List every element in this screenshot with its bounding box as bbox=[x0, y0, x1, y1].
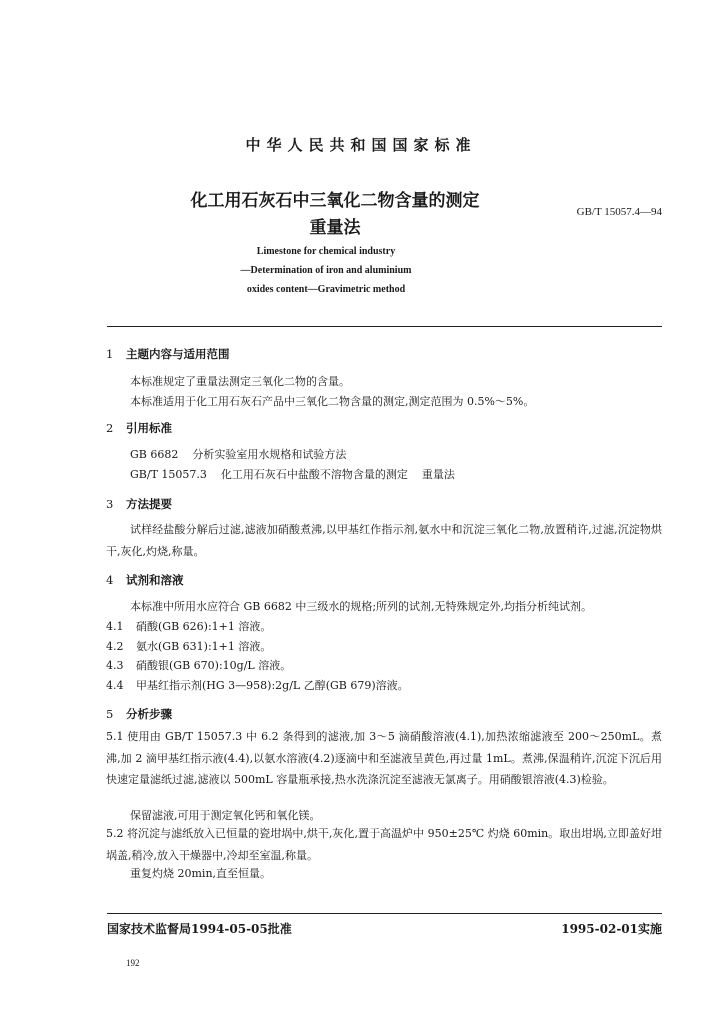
english-title-line1: Limestone for chemical industry bbox=[256, 246, 396, 257]
section-number: 5 bbox=[106, 707, 114, 721]
section-3-text: 试样经盐酸分解后过滤,滤液加硝酸煮沸,以甲基红作指示剂,氨水中和沉淀三氧化二物,放置稍许,过滤,沉淀物烘干,灰化,灼烧,称量。 bbox=[106, 523, 662, 558]
english-title-line2: —Determination of iron and aluminium bbox=[240, 265, 412, 276]
item-number: 4.4 bbox=[106, 679, 124, 692]
effective-date: 1995-02-01实施 bbox=[561, 922, 662, 936]
section-number: 2 bbox=[106, 421, 114, 435]
section-5-heading bbox=[106, 706, 172, 722]
item-number: 4.2 bbox=[106, 640, 124, 653]
reagent-item bbox=[106, 639, 271, 654]
reference-2: GB/T 15057.3 化工用石灰石中盐酸不溶物含量的测定 重量法 bbox=[130, 468, 455, 481]
section-title: 试剂和溶液 bbox=[126, 573, 184, 587]
section-1-heading bbox=[106, 346, 230, 362]
item-number: 4.1 bbox=[106, 620, 124, 633]
step-5-1-note: 保留滤液,可用于测定氧化钙和氧化镁。 bbox=[130, 809, 321, 822]
section-4-intro: 本标准中所用水应符合 GB 6682 中三级水的规格;所列的试剂,无特殊规定外,均指分析纯试剂。 bbox=[130, 600, 593, 613]
page-number: 192 bbox=[126, 958, 140, 968]
step-5-1: 5.1 使用由 GB/T 15057.3 中 6.2 条得到的滤液,加 3～5 滴硝酸溶液(4.1),加热浓缩滤液至 200～250mL。煮沸,加 2 滴甲基红指示液(4.4),以氨水溶液(4.2)逐滴中和至滤液呈黄色,再过量 1mL。煮沸,保温稍许,沉淀下沉后用快速定量滤纸过滤,滤液以 500mL 容量瓶承接,热水洗涤沉淀至滤液无氯离子。用硝酸银溶液(4.3)检验。 bbox=[106, 730, 662, 786]
reagent-item bbox=[106, 619, 271, 634]
section-title: 主题内容与适用范围 bbox=[126, 347, 230, 361]
section-title: 分析步骤 bbox=[126, 707, 172, 721]
document-title-line2: 重量法 bbox=[309, 218, 361, 238]
item-text: 硝酸银(GB 670):10g/L 溶液。 bbox=[136, 659, 292, 672]
reference-1: GB 6682 分析实验室用水规格和试验方法 bbox=[130, 448, 347, 461]
section-number: 4 bbox=[106, 573, 114, 587]
section-title: 方法提要 bbox=[126, 497, 172, 511]
section-1-paragraph-1: 本标准规定了重量法测定三氧化二物的含量。 bbox=[130, 375, 350, 388]
section-1-paragraph-2: 本标准适用于化工用石灰石产品中三氧化二物含量的测定,测定范围为 0.5%～5%。 bbox=[130, 395, 535, 408]
approval-date: 国家技术监督局1994-05-05批准 bbox=[107, 922, 292, 936]
step-5-2: 5.2 将沉淀与滤纸放入已恒量的瓷坩埚中,烘干,灰化,置于高温炉中 950±25℃ 灼烧 60min。取出坩埚,立即盖好坩埚盖,稍冷,放入干燥器中,冷却至室温,称量。 bbox=[106, 827, 662, 862]
issuing-organization: 中华人民共和国国家标准 bbox=[245, 136, 477, 154]
step-5-2-note: 重复灼烧 20min,直至恒量。 bbox=[130, 867, 272, 880]
reagent-item bbox=[106, 658, 291, 673]
section-title: 引用标准 bbox=[126, 421, 172, 435]
section-4-heading bbox=[106, 572, 184, 588]
document-title-line1: 化工用石灰石中三氧化二物含量的测定 bbox=[190, 191, 480, 211]
item-text: 甲基红指示剂(HG 3—958):2g/L 乙醇(GB 679)溶液。 bbox=[136, 679, 409, 692]
reagent-item bbox=[106, 678, 409, 693]
section-number: 3 bbox=[106, 497, 114, 511]
header-divider bbox=[107, 326, 662, 327]
item-text: 氨水(GB 631):1+1 溶液。 bbox=[136, 640, 272, 653]
standard-code: GB/T 15057.4—94 bbox=[576, 206, 662, 218]
footer-divider bbox=[107, 913, 662, 914]
english-title-line3: oxides content—Gravimetric method bbox=[246, 284, 406, 295]
section-3-heading bbox=[106, 496, 172, 512]
section-number: 1 bbox=[106, 347, 114, 361]
section-2-heading bbox=[106, 420, 172, 436]
item-text: 硝酸(GB 626):1+1 溶液。 bbox=[136, 620, 272, 633]
item-number: 4.3 bbox=[106, 659, 124, 672]
